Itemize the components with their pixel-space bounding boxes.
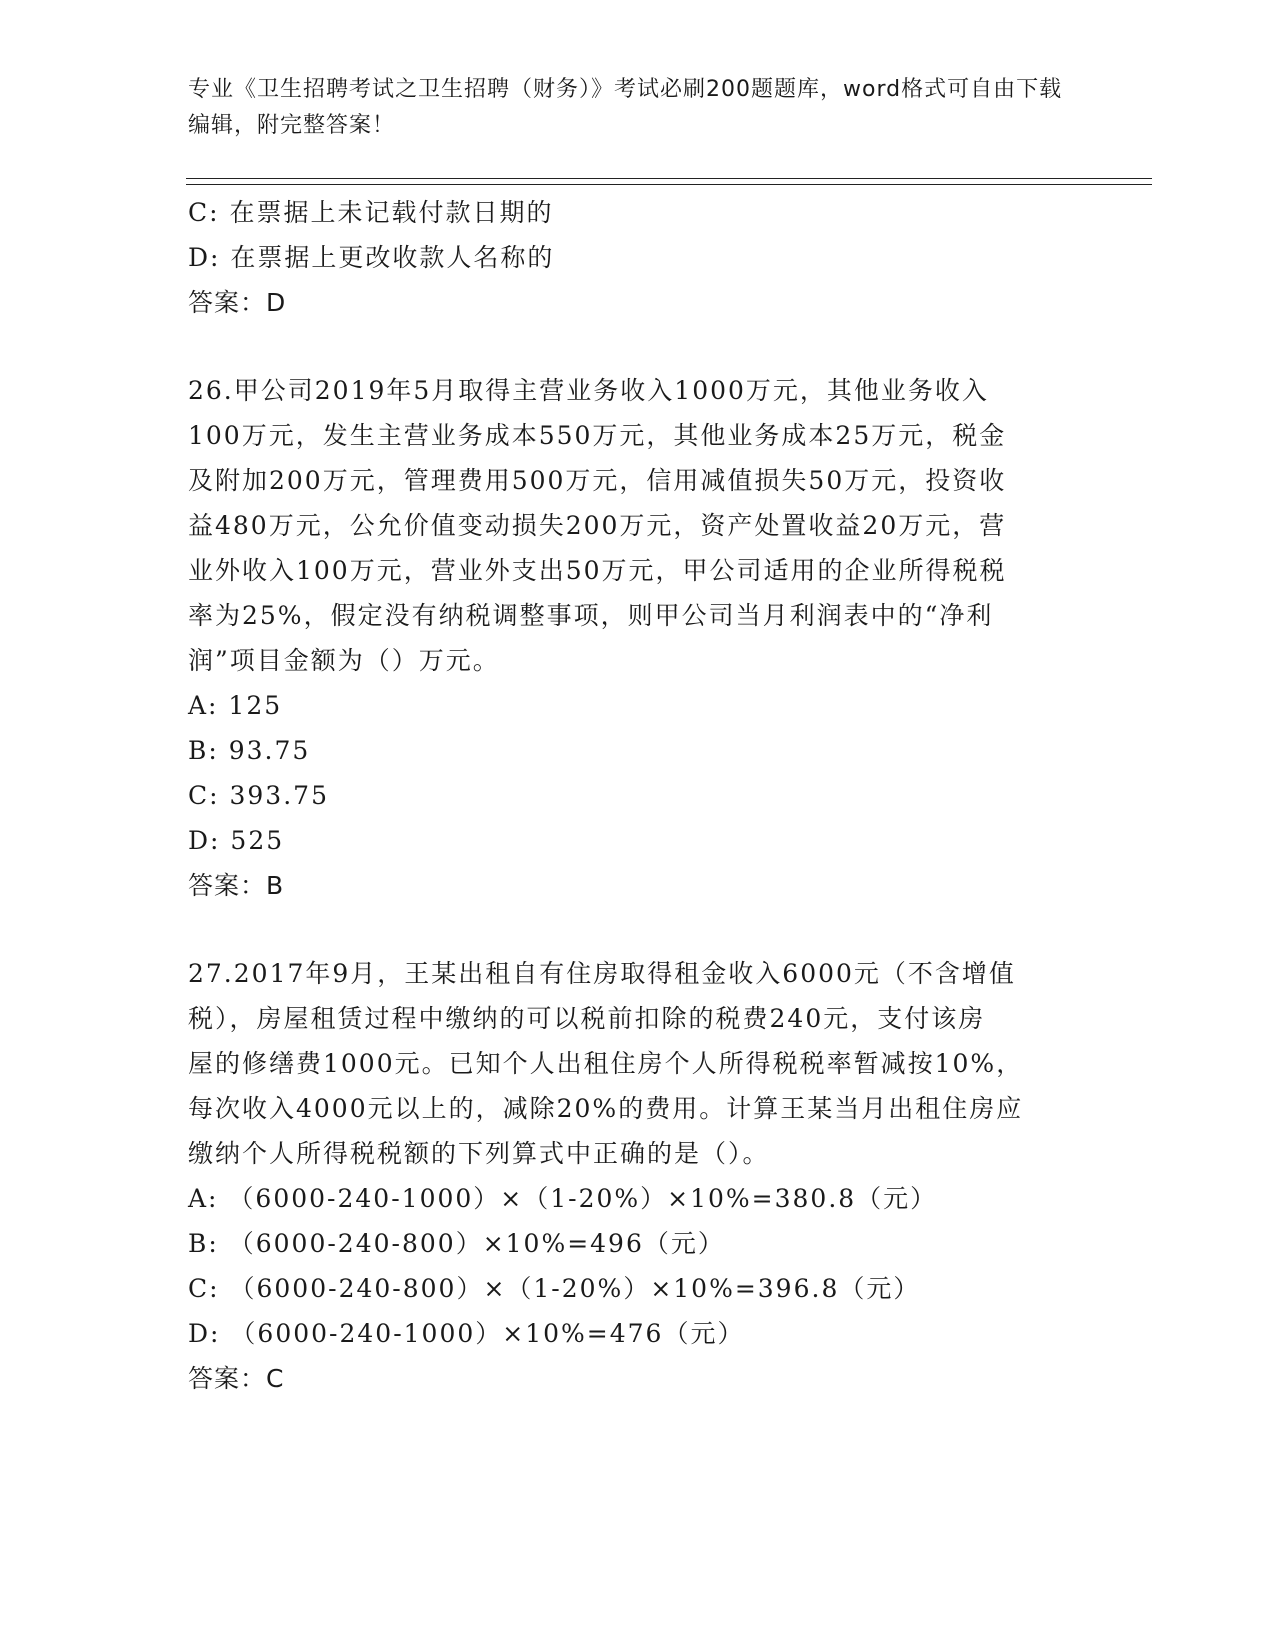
- answer-label: 答案：C: [188, 1364, 285, 1393]
- option-c: C: 393.75: [188, 781, 329, 810]
- question-text-line: 屋的修缮费1000元。已知个人出租住房个人所得税税率暂减按10%，: [188, 1049, 1024, 1078]
- question-27: [188, 951, 1088, 1401]
- question-text-line: 27.2017年9月，王某出租自有住房取得租金收入6000元（不含增值: [188, 959, 1016, 988]
- question-text-line: 益480万元，公允价值变动损失200万元，资产处置收益20万元，营: [188, 511, 1007, 540]
- question-25-tail: [188, 190, 1088, 325]
- question-text-line: 业外收入100万元，营业外支出50万元，甲公司适用的企业所得税税: [188, 556, 1007, 585]
- question-text-line: 每次收入4000元以上的，减除20%的费用。计算王某当月出租住房应: [188, 1094, 1024, 1123]
- option-b: B: 93.75: [188, 736, 311, 765]
- header-divider-top: [186, 178, 1152, 179]
- option-d: D: 在票据上更改收款人名称的: [188, 243, 555, 272]
- option-c: C: 在票据上未记载付款日期的: [188, 198, 554, 227]
- question-text-line: 润”项目金额为（）万元。: [188, 646, 500, 675]
- header-divider-bottom: [186, 184, 1152, 185]
- answer-label: 答案：D: [188, 288, 287, 317]
- option-a: A: （6000-240-1000）×（1-20%）×10%=380.8（元）: [188, 1184, 938, 1213]
- option-a: A: 125: [188, 691, 283, 720]
- question-26: [188, 368, 1088, 908]
- spacer: [188, 908, 1088, 951]
- answer-label: 答案：B: [188, 871, 285, 900]
- question-text-line: 26.甲公司2019年5月取得主营业务收入1000万元，其他业务收入: [188, 376, 989, 405]
- question-text-line: 及附加200万元，管理费用500万元，信用减值损失50万元，投资收: [188, 466, 1007, 495]
- document-header: [188, 72, 1078, 144]
- header-text: 专业《卫生招聘考试之卫生招聘（财务）》考试必刷200题题库，word格式可自由下载编辑，附完整答案！: [188, 77, 1063, 138]
- question-text-line: 税），房屋租赁过程中缴纳的可以税前扣除的税费240元，支付该房: [188, 1004, 986, 1033]
- option-d: D: 525: [188, 826, 285, 855]
- option-c: C: （6000-240-800）×（1-20%）×10%=396.8（元）: [188, 1274, 921, 1303]
- question-content: [188, 190, 1088, 1401]
- option-b: B: （6000-240-800）×10%=496（元）: [188, 1229, 725, 1258]
- question-text-line: 率为25%，假定没有纳税调整事项，则甲公司当月利润表中的“净利: [188, 601, 994, 630]
- option-d: D: （6000-240-1000）×10%=476（元）: [188, 1319, 745, 1348]
- question-text-line: 缴纳个人所得税税额的下列算式中正确的是（）。: [188, 1139, 770, 1168]
- spacer: [188, 325, 1088, 368]
- question-text-line: 100万元，发生主营业务成本550万元，其他业务成本25万元，税金: [188, 421, 1007, 450]
